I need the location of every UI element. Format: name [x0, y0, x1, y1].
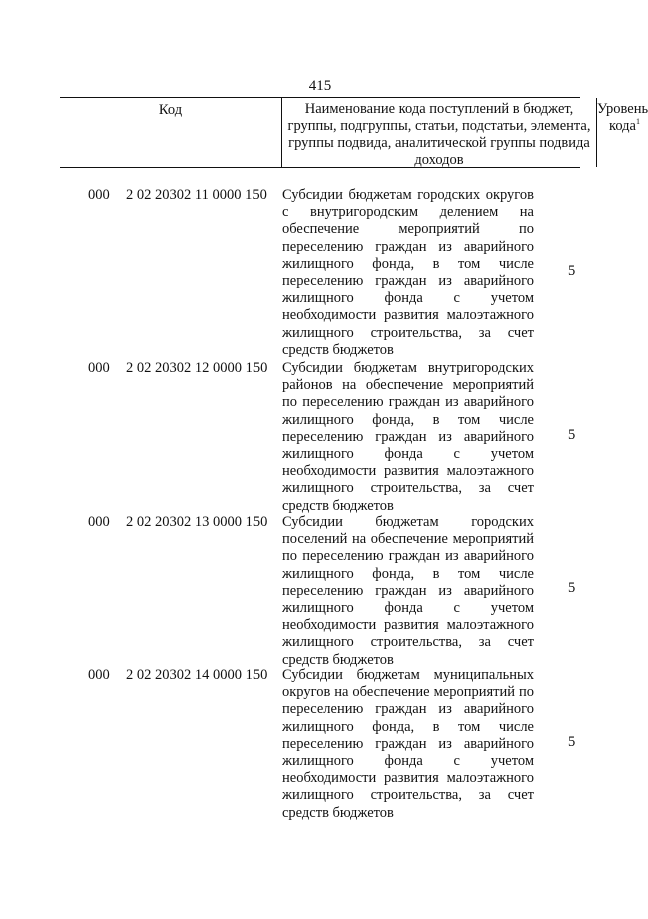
page-number: 415 [308, 78, 332, 94]
table-header [60, 97, 648, 168]
row-description: Субсидии бюджетам городских округов с внутригородским делением на обеспечение мероприятий по переселению граждан из аварийного жилищного фонда, в том числе переселению граждан из аварийного жилищного фонда с учетом необходимости развития малоэтажного жилищного строительства, за счет средств бюджетов [282, 187, 534, 358]
row-level: 5 [568, 263, 576, 279]
row-description: Субсидии бюджетам муниципальных округов на обеспечение мероприятий по переселению граждан из аварийного жилищного фонда, в том числе переселению граждан из аварийного жилищного фонда с учетом необходимости развития малоэтажного жилищного строительства, за счет средств бюджетов [282, 667, 534, 821]
row-revenue-code: 2 02 20302 13 0000 150 [126, 514, 268, 530]
row-level: 5 [568, 427, 576, 443]
row-description: Субсидии бюджетам внутригородских районов на обеспечение мероприятий по переселению граждан из аварийного жилищного фонда, в том числе переселению граждан из аварийного жилищного фонда с учетом необходимости развития малоэтажного жилищного строительства, за счет средств бюджетов [282, 360, 534, 514]
row-admin-code: 000 [88, 667, 110, 683]
header-code: Код [158, 102, 183, 118]
row-admin-code: 000 [88, 514, 110, 530]
row-description: Субсидии бюджетам городских поселений на обеспечение мероприятий по переселению граждан из аварийного жилищного фонда, в том числе переселению граждан из аварийного жилищного фонда с учетом необходимости развития малоэтажного жилищного строительства, за счет средств бюджетов [282, 514, 534, 668]
row-revenue-code: 2 02 20302 12 0000 150 [126, 360, 268, 376]
row-admin-code: 000 [88, 187, 110, 203]
row-admin-code: 000 [88, 360, 110, 376]
row-level: 5 [568, 580, 576, 596]
header-name: Наименование кода поступлений в бюджет, группы, подгруппы, статьи, подстатьи, элемента, группы подвида, аналитической группы подвида доходов [281, 98, 597, 167]
row-level: 5 [568, 734, 576, 750]
row-revenue-code: 2 02 20302 14 0000 150 [126, 667, 268, 683]
header-level-label: Уровень кода [597, 101, 648, 134]
header-level [597, 98, 648, 167]
row-revenue-code: 2 02 20302 11 0000 150 [126, 187, 267, 203]
header-level-footnote: 1 [636, 117, 640, 126]
